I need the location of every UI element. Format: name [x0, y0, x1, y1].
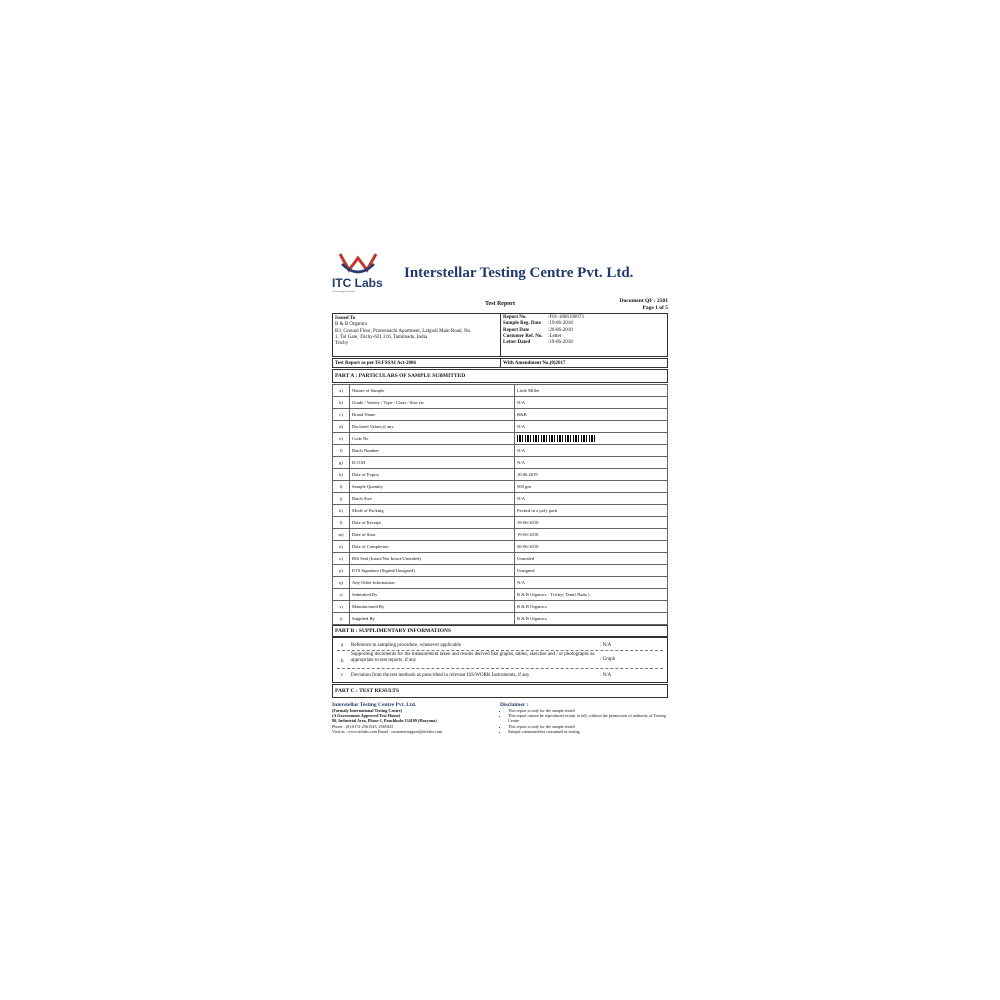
row-name: Brand Name [350, 409, 515, 421]
meta-key: Report No. [503, 315, 527, 320]
row-name: Submitted By [350, 589, 515, 601]
row-value: B & B Organics [515, 613, 668, 625]
row-value: Little Millet [515, 385, 668, 397]
row-id: s) [333, 601, 350, 613]
row-name: Sample Quantity [350, 481, 515, 493]
table-row [333, 553, 668, 565]
row-id: t) [333, 613, 350, 625]
table-row [333, 481, 668, 493]
footer-line: (A Government Approved Test House) [332, 713, 401, 719]
row-id: r) [333, 589, 350, 601]
table-row [333, 445, 668, 457]
barcode-icon [517, 435, 595, 442]
row-value: Unsealed [515, 553, 668, 565]
meta-key: Sample Reg. Date [503, 321, 541, 327]
footer-line: Visit us : www.itclabs.com Email : customersupport@itclabs.com [332, 728, 443, 734]
table-row [333, 613, 668, 625]
row-name: Manufactured By [350, 601, 515, 613]
row-id: o) [333, 553, 350, 565]
row-value: 19-06-2018 [515, 529, 668, 541]
row-value: N/A [515, 577, 668, 589]
row-name: BIS Seal (Intact/Not Intact/Unsealed) [350, 553, 515, 565]
footer-line: 86, Industrial Area, Phase-1, Panchkula-134109 (Haryana) [332, 718, 437, 724]
meta-value: :F01-1806190973 [548, 315, 584, 320]
part-a-header [332, 369, 668, 383]
row-name: Grade / Variety / Type / Class / Size etc [350, 397, 515, 409]
issued-line: Trichy [335, 341, 349, 347]
row-value: B & B Organics [515, 601, 668, 613]
disclaimer-item: • This report is only for the sample tested [508, 708, 668, 713]
part-b-header [332, 625, 668, 637]
row-name: Date of Receipt [350, 517, 515, 529]
row-value [515, 433, 668, 445]
table-row [333, 457, 668, 469]
row-value: N/A [515, 445, 668, 457]
table-row [333, 493, 668, 505]
amendment: With Amendment No.(0)2017 [503, 361, 566, 366]
row-value: 10.06.2019 [515, 469, 668, 481]
part-b-text: Supporting documents for the measurement taken and results derived like graphs, tables, sketches and / or photographs as appropriate to test reports, if any [351, 652, 595, 664]
part-c-header [332, 684, 668, 698]
company-name: Interstellar Testing Centre Pvt. Ltd. [404, 265, 634, 281]
row-id: b) [333, 397, 350, 409]
report-title: Test Report [485, 301, 515, 307]
part-b-body [332, 637, 668, 683]
disclaimer [500, 702, 668, 734]
table-row [333, 409, 668, 421]
table-row [333, 505, 668, 517]
row-value: 19-06-2018 [515, 517, 668, 529]
row-name: Date of Completion [350, 541, 515, 553]
row-id: a) [333, 385, 350, 397]
table-row [333, 421, 668, 433]
part-b-value: : N/A [600, 643, 612, 648]
disclaimer-title: Disclaimer : [500, 702, 529, 708]
row-value: N/A [515, 421, 668, 433]
page-number: Page 1 of 5 [642, 305, 668, 311]
table-row [333, 589, 668, 601]
part-a-title: PART A : PARTICULARS OF SAMPLE SUBMITTED [335, 373, 466, 379]
issued-line: B & B Organics [335, 322, 368, 328]
row-id: c) [333, 409, 350, 421]
footer-address [332, 702, 492, 734]
logo-text: ITC Labs [332, 276, 383, 290]
meta-value: :19-06-2018 [548, 321, 573, 327]
table-row [333, 433, 668, 445]
meta-value: :Letter [548, 333, 562, 339]
report-meta [503, 315, 667, 346]
row-id: d) [333, 421, 350, 433]
row-id: p) [333, 565, 350, 577]
row-id: f) [333, 445, 350, 457]
table-row [333, 529, 668, 541]
doc-qf-text: Document QF : 2501 [619, 298, 668, 304]
issued-box [332, 313, 668, 357]
row-name: Code No [350, 433, 515, 445]
row-name: Date of Start [350, 529, 515, 541]
part-b-id: a [341, 643, 344, 648]
row-value: B&B [515, 409, 668, 421]
table-row [333, 517, 668, 529]
row-value: B & B Organics - Trichy( Tamil Nadu ) [515, 589, 668, 601]
part-b-value: : Graph [600, 657, 616, 662]
part-b-title: PART B : SUPPLIMENTARY INFORMATIONS [335, 628, 452, 634]
issued-to [335, 316, 498, 347]
part-b-id: b [341, 659, 344, 664]
meta-key: Report Date [503, 327, 530, 333]
table-row [333, 541, 668, 553]
part-b-value: : N/A [600, 673, 612, 678]
part-b-text: Reference to sampling procedure, whenever applicable [351, 643, 461, 648]
row-value: Packed in a poly pack [515, 505, 668, 517]
meta-key: Customer Ref. No. [503, 333, 543, 339]
row-value: N/A [515, 493, 668, 505]
part-b-id: c [341, 673, 344, 678]
row-value: Unsigned [515, 565, 668, 577]
logo-tagline: Technology Solutions [333, 290, 355, 293]
row-id: e) [333, 433, 350, 445]
part-a-table [332, 384, 668, 625]
issued-line: B3, Ground Floor, Praveenachi Apartment, Lalgudi Main Road, No. [335, 328, 472, 334]
row-id: i) [333, 481, 350, 493]
meta-key: Letter Dated [503, 340, 531, 346]
row-name: Supplied By [350, 613, 515, 625]
row-name: Declared Values,if any [350, 421, 515, 433]
disclaimer-item: • This report cannot be reproduced except in full, without the permission of authority of Testing Centre [508, 713, 668, 723]
row-name: D.O.M [350, 457, 515, 469]
basis-row [332, 358, 668, 368]
meta-value: :19-06-2018 [548, 340, 573, 346]
row-name: IO'S Signature (Signed/Unsigned) [350, 565, 515, 577]
row-id: k) [333, 505, 350, 517]
part-b-text: Deviation from the test methods as prescribed in relevant ISS/WORK Instruments, if any [351, 673, 530, 678]
row-name: Date of Expiry [350, 469, 515, 481]
test-basis: Test Report as per IS:FSSAI Act-2006 [335, 361, 416, 366]
table-row [333, 601, 668, 613]
row-id: j) [333, 493, 350, 505]
row-name: Any Other Information [350, 577, 515, 589]
footer-company: Interstellar Testing Centre Pvt. Ltd. [332, 702, 417, 708]
row-id: g) [333, 457, 350, 469]
row-id: m) [333, 529, 350, 541]
row-name: Mode of Packing [350, 505, 515, 517]
table-row [333, 577, 668, 589]
row-name: Batch Size [350, 493, 515, 505]
row-id: n) [333, 541, 350, 553]
row-value: N/A [515, 457, 668, 469]
disclaimer-item: • Sample consumed/not consumed in testing [508, 729, 668, 734]
table-row [333, 397, 668, 409]
row-id: q) [333, 577, 350, 589]
issued-label: Issued To [335, 316, 356, 321]
part-c-title: PART C : TEST RESULTS [335, 688, 400, 694]
row-name: Batch Number [350, 445, 515, 457]
table-row [333, 469, 668, 481]
row-name: Nature of Sample [350, 385, 515, 397]
issued-line: 1, Tol Gate, Trichy-621 216, Tamilnadu, India [335, 334, 428, 340]
row-value: N/A [515, 397, 668, 409]
row-id: l) [333, 517, 350, 529]
row-value: 500 gm [515, 481, 668, 493]
disclaimer-item: • This report is only for the sample tested [508, 724, 668, 729]
meta-value: :26-06-2018 [548, 327, 573, 333]
row-id: h) [333, 469, 350, 481]
footer-line: Phone : (0)-0172-2561543, 2565825 [332, 723, 394, 729]
row-value: 26-06-2018 [515, 541, 668, 553]
table-row [333, 565, 668, 577]
table-row [333, 385, 668, 397]
footer-line: (Formaly International Testing Centre) [332, 708, 403, 713]
